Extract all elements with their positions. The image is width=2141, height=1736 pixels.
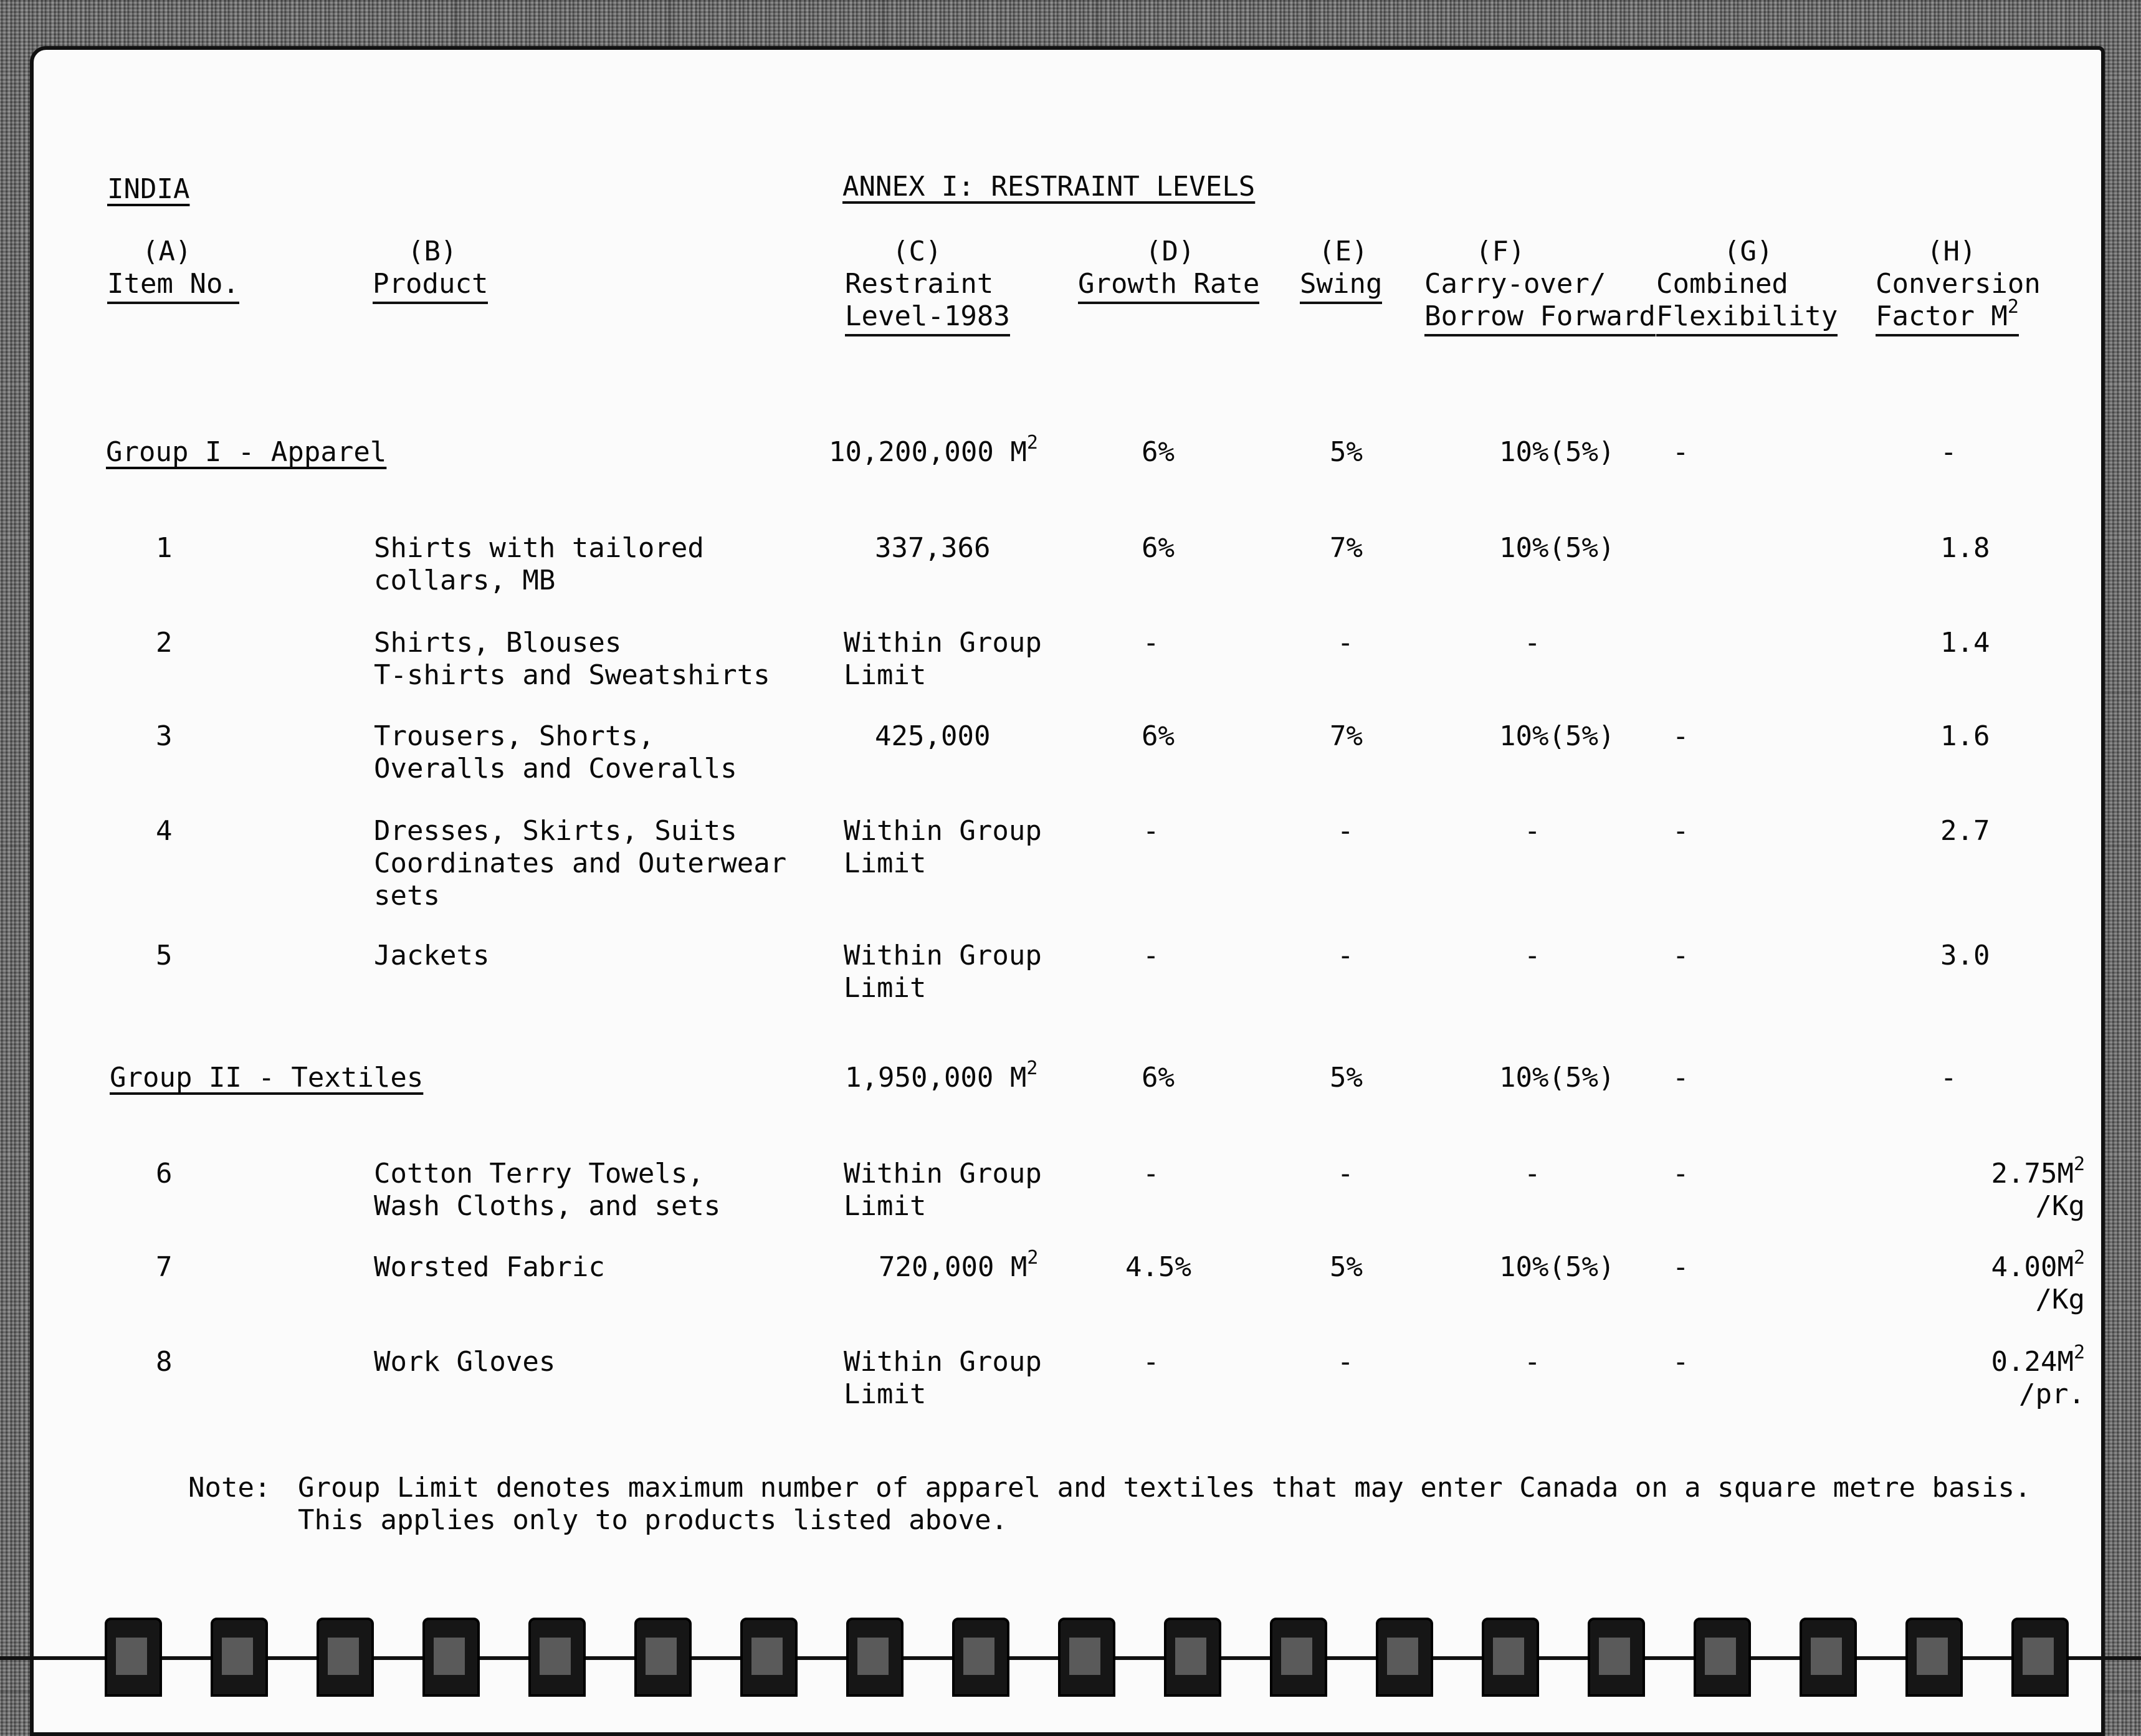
item-product: Cotton Terry Towels, Wash Cloths, and sets xyxy=(374,1158,721,1222)
col-h-label-1: Conversion xyxy=(1876,268,2041,300)
item-restraint: 337,366 xyxy=(875,532,991,564)
item-combined: - xyxy=(1672,720,1689,752)
item-factor: 1.4 xyxy=(1940,627,1990,659)
item-factor: 1.6 xyxy=(1940,720,1990,752)
item-product: Worsted Fabric xyxy=(374,1251,605,1283)
item-growth: 4.5% xyxy=(1125,1251,1191,1283)
col-a-label: Item No. xyxy=(107,268,239,304)
col-h-sup: 2 xyxy=(2007,296,2019,318)
col-c-letter: (C) xyxy=(892,236,942,267)
item-combined: - xyxy=(1672,1251,1689,1283)
item-growth: - xyxy=(1143,1158,1160,1190)
group-carry: 10%(5%) xyxy=(1499,436,1615,468)
item-carry: - xyxy=(1524,1346,1541,1378)
binding-ring xyxy=(1694,1618,1751,1697)
item-combined: - xyxy=(1672,940,1689,971)
col-g-letter: (G) xyxy=(1724,236,1773,267)
item-swing: 7% xyxy=(1330,532,1363,564)
item-swing: - xyxy=(1337,1158,1354,1190)
item-carry: - xyxy=(1524,1158,1541,1190)
col-header-h xyxy=(1876,236,2041,336)
binding-ring xyxy=(1270,1618,1327,1697)
binding-ring xyxy=(1588,1618,1645,1697)
binding-ring xyxy=(317,1618,374,1697)
item-growth: 6% xyxy=(1142,720,1175,752)
item-no: 3 xyxy=(156,720,173,752)
item-combined: - xyxy=(1672,1346,1689,1378)
item-restraint: Within Group Limit xyxy=(844,1346,1042,1410)
binding-ring xyxy=(528,1618,586,1697)
item-growth: - xyxy=(1143,1346,1160,1378)
binding-ring xyxy=(1800,1618,1857,1697)
item-carry: - xyxy=(1524,627,1541,659)
binding-ring xyxy=(1164,1618,1221,1697)
item-growth: 6% xyxy=(1142,532,1175,564)
col-a-letter: (A) xyxy=(142,236,192,267)
item-product: Work Gloves xyxy=(374,1346,556,1378)
document-page xyxy=(30,46,2105,1736)
item-combined: - xyxy=(1672,1158,1689,1190)
item-carry: - xyxy=(1524,815,1541,847)
col-f-letter: (F) xyxy=(1476,236,1525,267)
item-swing: - xyxy=(1337,815,1354,847)
binding-ring xyxy=(1905,1618,1963,1697)
item-no: 5 xyxy=(156,940,173,971)
item-carry: 10%(5%) xyxy=(1499,720,1615,752)
item-swing: - xyxy=(1337,1346,1354,1378)
group-combined: - xyxy=(1672,1062,1689,1094)
col-h-label-2: Factor M xyxy=(1876,300,2008,332)
item-swing: - xyxy=(1337,627,1354,659)
col-b-letter: (B) xyxy=(408,236,457,267)
item-restraint: 425,000 xyxy=(875,720,991,752)
item-restraint: Within Group Limit xyxy=(844,627,1042,691)
item-combined: - xyxy=(1672,815,1689,847)
group-factor: - xyxy=(1940,436,1957,468)
item-carry: 10%(5%) xyxy=(1499,532,1615,564)
item-no: 4 xyxy=(156,815,173,847)
item-factor: 3.0 xyxy=(1940,940,1990,971)
group-restraint: 1,950,000 $M^2$ xyxy=(845,1057,1038,1094)
item-restraint: 720,000 $M^2$ xyxy=(879,1247,1039,1283)
binding-ring xyxy=(952,1618,1009,1697)
spiral-binding xyxy=(0,1618,2141,1692)
group-title: Group I - Apparel xyxy=(106,436,387,468)
item-no: 7 xyxy=(156,1251,173,1283)
binding-ring xyxy=(1376,1618,1433,1697)
annex-title: ANNEX I: RESTRAINT LEVELS xyxy=(842,171,1256,203)
col-e-letter: (E) xyxy=(1318,236,1368,267)
group-restraint: 10,200,000 $M^2$ xyxy=(829,432,1038,468)
item-carry: - xyxy=(1524,940,1541,971)
binding-ring xyxy=(105,1618,162,1697)
col-d-label: Growth Rate xyxy=(1078,268,1259,304)
item-factor: $2.75M^2$ /Kg xyxy=(1991,1153,2085,1222)
binding-ring xyxy=(211,1618,268,1697)
item-product: Shirts, Blouses T-shirts and Sweatshirts xyxy=(374,627,770,691)
country-heading: INDIA xyxy=(107,173,190,205)
item-product: Jackets xyxy=(374,940,490,971)
item-restraint: Within Group Limit xyxy=(844,1158,1042,1222)
item-factor: 2.7 xyxy=(1940,815,1990,847)
binding-ring xyxy=(1482,1618,1539,1697)
binding-ring xyxy=(2011,1618,2069,1697)
item-product: Dresses, Skirts, Suits Coordinates and Outerwear sets xyxy=(374,815,787,912)
item-restraint: Within Group Limit xyxy=(844,940,1042,1004)
group-growth: 6% xyxy=(1142,436,1175,468)
col-header-b xyxy=(373,236,488,304)
group-title: Group II - Textiles xyxy=(110,1062,424,1094)
item-no: 6 xyxy=(156,1158,173,1190)
item-growth: - xyxy=(1143,940,1160,971)
item-restraint: Within Group Limit xyxy=(844,815,1042,879)
item-factor: $4.00M^2$ /Kg xyxy=(1991,1247,2085,1315)
col-c-label-1: Restraint xyxy=(845,268,994,300)
binding-ring xyxy=(634,1618,692,1697)
col-header-g xyxy=(1656,236,1838,336)
binding-ring xyxy=(422,1618,480,1697)
group-carry: 10%(5%) xyxy=(1499,1062,1615,1094)
group-factor: - xyxy=(1940,1062,1957,1094)
col-e-label: Swing xyxy=(1300,268,1382,304)
item-no: 8 xyxy=(156,1346,173,1378)
note-text: Group Limit denotes maximum number of apparel and textiles that may enter Canada on a square metre basis. This applies only to products listed above. xyxy=(298,1472,2031,1536)
col-g-label-2: Flexibility xyxy=(1656,300,1838,336)
col-h-letter: (H) xyxy=(1927,236,1976,267)
col-f-label-1: Carry-over/ xyxy=(1424,268,1606,300)
item-product: Shirts with tailored collars, MB xyxy=(374,532,704,596)
item-swing: - xyxy=(1337,940,1354,971)
col-c-label-2: Level-1983 xyxy=(845,300,1010,336)
item-factor: $0.24M^2$ /pr. xyxy=(1991,1342,2085,1410)
col-header-e xyxy=(1300,236,1382,304)
group-growth: 6% xyxy=(1142,1062,1175,1094)
item-growth: - xyxy=(1143,815,1160,847)
col-header-d xyxy=(1078,236,1259,304)
binding-ring xyxy=(740,1618,798,1697)
binding-ring xyxy=(1058,1618,1115,1697)
group-swing: 5% xyxy=(1330,1062,1363,1094)
item-carry: 10%(5%) xyxy=(1499,1251,1615,1283)
item-factor: 1.8 xyxy=(1940,532,1990,564)
item-swing: 7% xyxy=(1330,720,1363,752)
group-swing: 5% xyxy=(1330,436,1363,468)
col-f-label-2: Borrow Forward xyxy=(1424,300,1656,336)
item-growth: - xyxy=(1143,627,1160,659)
item-no: 2 xyxy=(156,627,173,659)
note-label: Note: xyxy=(188,1472,271,1504)
footnote xyxy=(188,1472,2031,1536)
item-product: Trousers, Shorts, Overalls and Coveralls xyxy=(374,720,737,785)
item-no: 1 xyxy=(156,532,173,564)
group-combined: - xyxy=(1672,436,1689,468)
col-g-label-1: Combined xyxy=(1656,268,1788,300)
col-header-c xyxy=(845,236,1010,336)
col-header-a xyxy=(107,236,239,304)
col-d-letter: (D) xyxy=(1145,236,1195,267)
col-header-f xyxy=(1424,236,1656,336)
binding-ring xyxy=(846,1618,904,1697)
col-b-label: Product xyxy=(373,268,488,304)
item-swing: 5% xyxy=(1330,1251,1363,1283)
